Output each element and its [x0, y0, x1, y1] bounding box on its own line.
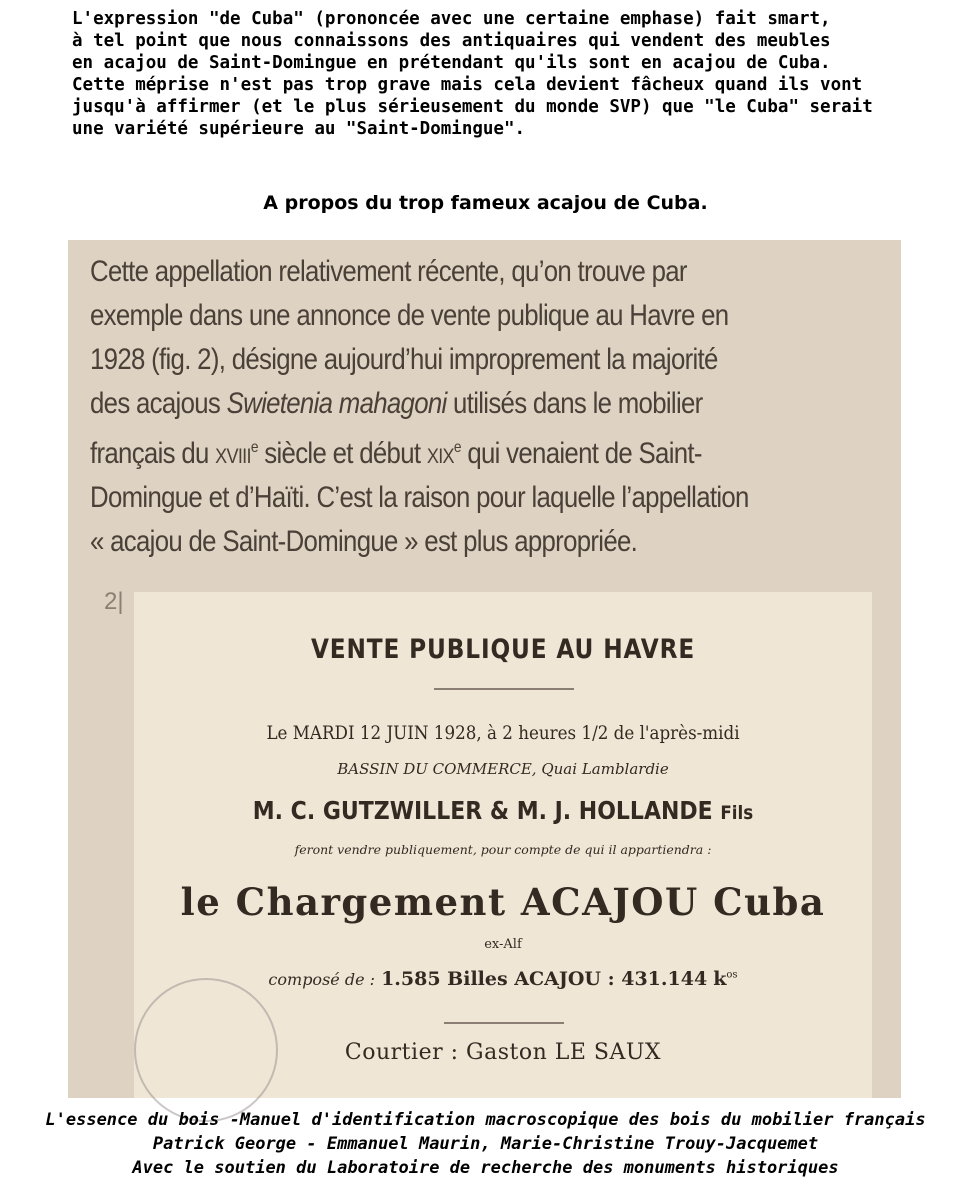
book-excerpt-scan [68, 240, 901, 1098]
excerpt-line: 1928 (fig. 2), désigne aujourd’hui improprement la majorité [90, 343, 718, 376]
intro-paragraph [72, 8, 952, 140]
excerpt-line: exemple dans une annonce de vente publique au Havre en [90, 299, 729, 332]
excerpt-line: Domingue et d’Haïti. C’est la raison pour laquelle l’appellation [90, 481, 749, 514]
intro-line: Cette méprise n'est pas trop grave mais cela devient fâcheux quand ils vont [72, 75, 863, 95]
credit-line: Avec le soutien du Laboratoire de recherche des monuments historiques [132, 1158, 839, 1178]
excerpt-paragraph [90, 250, 761, 564]
notice-auctioneers [178, 796, 827, 825]
notice-place: BASSIN DU COMMERCE, Quai Lamblardie [337, 760, 669, 778]
notice-cargo: le Chargement ACAJOU Cuba [180, 880, 826, 924]
composition-unit-sup: os [726, 969, 738, 981]
stamp-mark [134, 978, 278, 1122]
figure-number: 2| [104, 588, 124, 615]
excerpt-text: siècle et début [257, 437, 427, 470]
excerpt-text: des acajous [90, 387, 227, 420]
notice-ship: ex-Alf [484, 937, 522, 952]
notice-composition [134, 968, 872, 990]
excerpt-line [90, 382, 761, 426]
superscript: e [250, 439, 258, 456]
century-numeral: xix [426, 437, 454, 470]
section-heading: A propos du trop fameux acajou de Cuba. [263, 192, 708, 214]
auctioneer-suffix: Fils [720, 802, 754, 824]
excerpt-line [90, 426, 761, 476]
notice-title: VENTE PUBLIQUE AU HAVRE [310, 634, 696, 665]
intro-line: à tel point que nous connaissons des antiquaires qui vendent des meubles [72, 31, 831, 51]
intro-line: une variété supérieure au "Saint-Domingue". [72, 119, 526, 139]
excerpt-line: Cette appellation relativement récente, qu’on trouve par [90, 255, 687, 288]
credit-line: L'essence du bois -Manuel d'identification macroscopique des bois du mobilier français [45, 1110, 926, 1130]
century-numeral: xviii [215, 437, 251, 470]
intro-line: L'expression "de Cuba" (prononcée avec une certaine emphase) fait smart, [72, 9, 831, 29]
intro-line: jusqu'à affirmer (et le plus sérieusement du monde SVP) que "le Cuba" serait [72, 97, 873, 117]
notice-note: feront vendre publiquement, pour compte de qui il appartiendra : [294, 842, 712, 857]
credit-line: Patrick George - Emmanuel Maurin, Marie-Christine Trouy-Jacquemet [152, 1134, 819, 1154]
divider [444, 1022, 564, 1024]
notice-date: Le MARDI 12 JUIN 1928, à 2 heures 1/2 de l'après-midi [266, 722, 740, 744]
excerpt-line: « acajou de Saint-Domingue » est plus appropriée. [90, 525, 638, 558]
excerpt-text: français du [90, 437, 216, 470]
notice-broker: Courtier : Gaston LE SAUX [344, 1040, 662, 1065]
auctioneer-names: M. C. GUTZWILLER & M. J. HOLLANDE [252, 796, 713, 825]
excerpt-text: utilisés dans le mobilier [446, 387, 703, 420]
source-credits [0, 1108, 971, 1180]
composition-unit: k [713, 968, 727, 990]
superscript: e [453, 439, 461, 456]
species-name: Swietenia mahagoni [226, 387, 447, 420]
excerpt-text: qui venaient de Saint- [460, 437, 702, 470]
divider [434, 688, 574, 690]
composition-label: composé de : [268, 970, 376, 989]
intro-line: en acajou de Saint-Domingue en prétendant qu'ils sont en acajou de Cuba. [72, 53, 831, 73]
composition-value: 1.585 Billes ACAJOU : 431.144 [381, 968, 708, 990]
